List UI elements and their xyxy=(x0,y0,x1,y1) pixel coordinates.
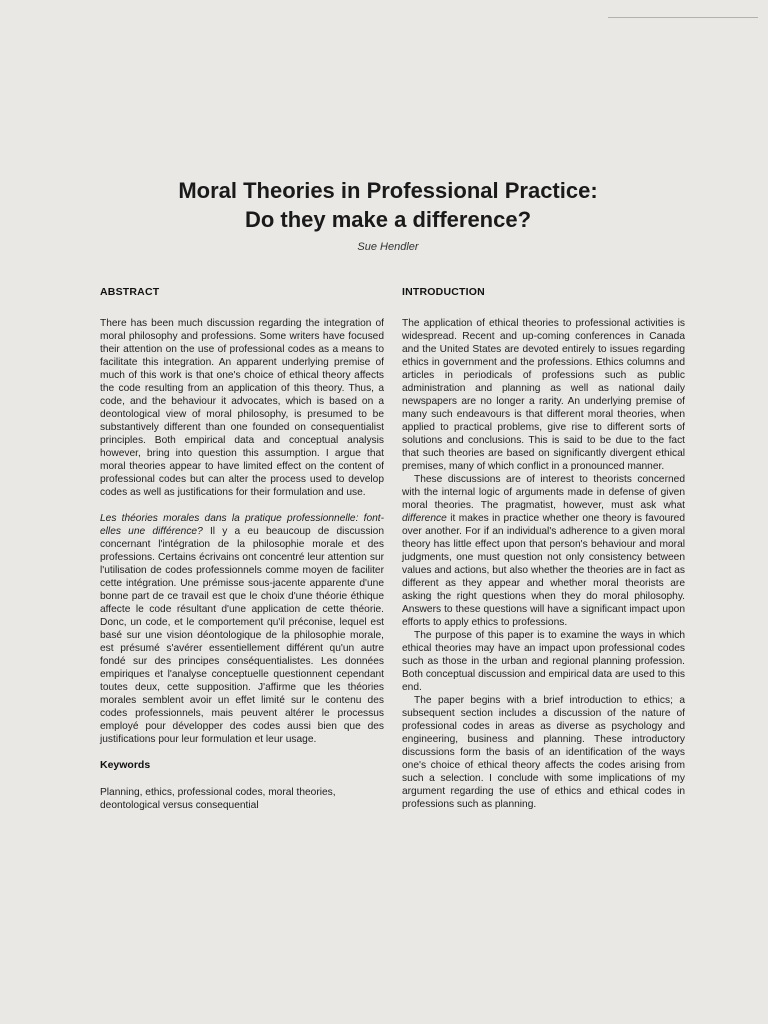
paper-title xyxy=(0,176,768,234)
intro-paragraph-1: The application of ethical theories to professional activities is widespread. Recent and up-coming conferences in Canada and the United States are devoted entirely to issues regarding ethics in government and the professions. Ethics columns and articles in periodicals of professions such as public administration and planning as well as national daily newspapers are no longer a rarity. An underlying premise of many such endeavours is that different moral theories, when applied to practical problems, give rise to different sorts of solutions and conclusions. This is said to be due to the fact that such theories are based on significantly divergent ethical premises, many of which conflict in a pronounced manner. xyxy=(402,318,685,472)
intro-paragraph-3: The purpose of this paper is to examine the ways in which ethical theories may have an impact upon professional codes such as those in the urban and regional planning profession. Both conceptual discussion and empirical data are used to this end. xyxy=(402,630,685,693)
abstract-french-body: Il y a eu beaucoup de discussion concernant l'intégration de la philosophie morale et des professions. Certains écrivains ont concentré leur attention sur l'utilisation de codes professionnels comme moyen de faciliter cette intégration. Une prémisse sous-jacente apparente d'une bonne part de ce travail est que le choix d'une théorie éthique affecte le code résultant d'une application de cette théorie. Donc, un code, et le comportement qu'il préconise, lequel est basé sur une vision déontologique de la philosophie morale, est présumé s'avérer essentiellement différent qu'un autre fondé sur des principes conséquentialistes. Les données empiriques et l'analyse conceptuelle questionnent cependant toutes deux, cette supposition. J'affirme que les théories morales semblent avoir un effet limité sur le contenu des codes professionnels, mais peuvent altérer le processus employé pour développer des codes aussi bien que des justifications pour leur formulation et leur usage. xyxy=(100,526,385,745)
intro-paragraph-2 xyxy=(402,473,685,629)
left-column xyxy=(100,286,384,812)
intro-p2-emphasis: difference xyxy=(402,513,447,524)
abstract-heading: ABSTRACT xyxy=(100,286,160,298)
intro-p2-part-a: These discussions are of interest to theorists concerned with the internal logic of arguments made in defense of given moral theories. The pragmatist, however, must ask what xyxy=(402,474,685,511)
title-line-1: Moral Theories in Professional Practice: xyxy=(178,178,598,203)
abstract-english: There has been much discussion regarding the integration of moral philosophy and professions. Some writers have focused their attention on the use of professional codes as a means to facilitate this integration. An apparent underlying premise of much of this work is that one's choice of ethical theory affects the code resulting from an application of this theory. Thus, a code, and the behaviour it advocates, which is based on a deontological view of moral philosophy, is presumed to be substantively different than one founded on consequentialist principles. Both empirical data and conceptual analysis however, bring into question this assumption. I argue that moral theories appear to have limited effect on the content of professional codes but can alter the process used to develop codes as well as justifications for their formulation and use. xyxy=(100,318,384,498)
keywords-text: Planning, ethics, professional codes, moral theories, deontological versus consequential xyxy=(100,787,336,811)
author-name: Sue Hendler xyxy=(357,241,419,253)
title-line-2: Do they make a difference? xyxy=(244,207,532,232)
intro-p2-part-b: it makes in practice whether one theory is favoured over another. For if an individual's adherence to a given moral theory has little effect upon that person's behaviour and moral judgments, one must question not only consistency between values and actions, but also whether the theories are in fact as different as they appear and whether moral theorists are asking the right questions when they do moral philosophy. Answers to these questions will have a significant impact upon efforts to apply ethics to professions. xyxy=(402,513,685,628)
abstract-french xyxy=(100,512,384,746)
scan-artifact-line xyxy=(608,17,758,18)
right-column xyxy=(402,286,685,811)
abstract-french-title: Les théories morales dans la pratique professionnelle: font-elles une différence? xyxy=(100,513,384,537)
introduction-heading: INTRODUCTION xyxy=(402,286,485,298)
keywords-heading: Keywords xyxy=(100,759,151,771)
intro-paragraph-4: The paper begins with a brief introduction to ethics; a subsequent section includes a discussion of the nature of professional codes in areas as diverse as psychology and engineering, business and planning. These introductory discussions form the basis of an identification of the ways one's choice of ethical theory affects the codes arising from such a selection. I conclude with some implications of my argument regarding the use of ethics and ethical codes in professions such as planning. xyxy=(402,695,685,810)
